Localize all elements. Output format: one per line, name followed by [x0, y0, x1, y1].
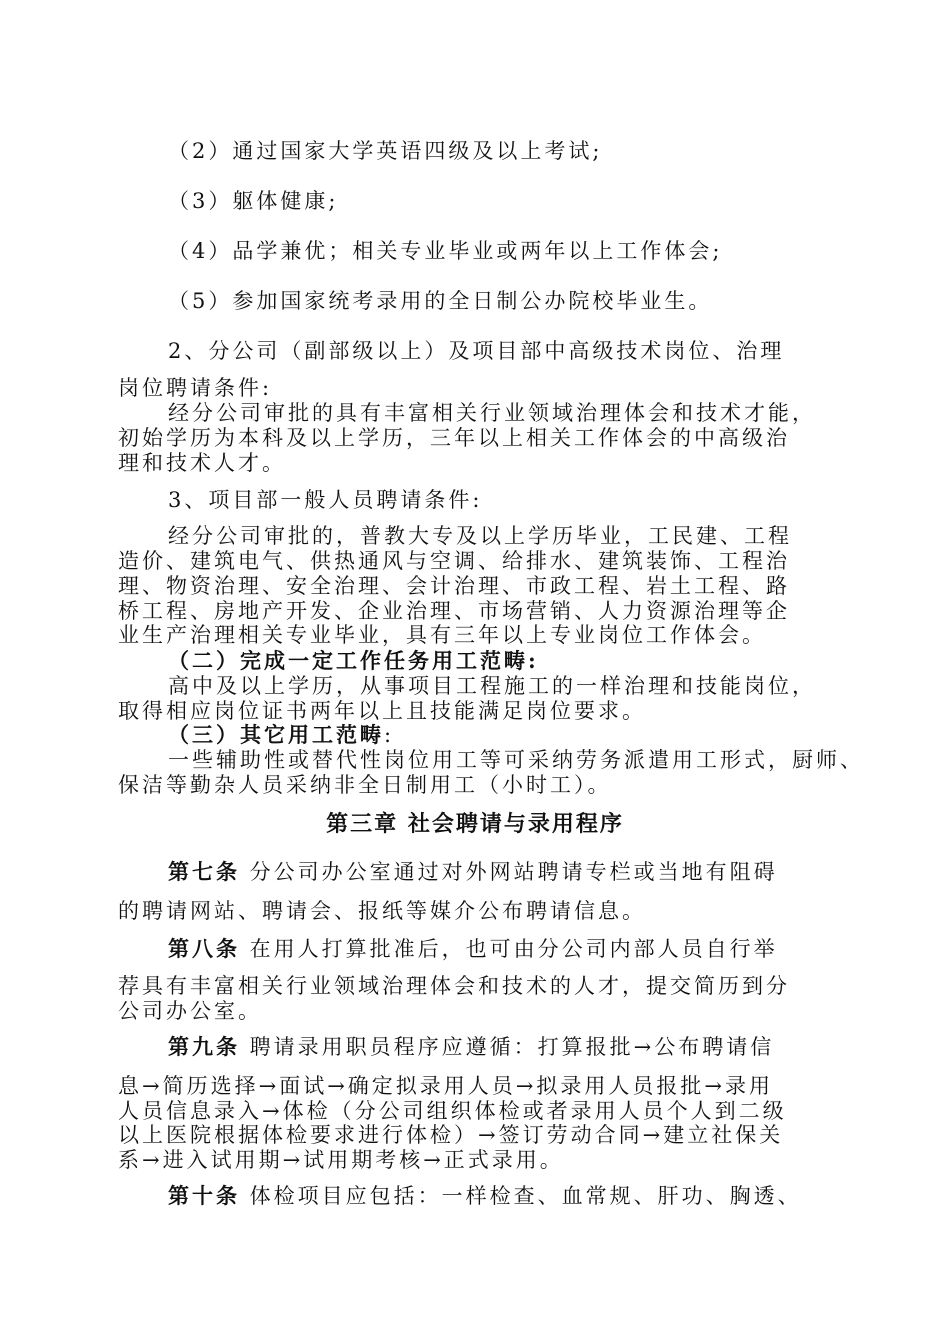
section-3-heading — [168, 722, 888, 748]
article-8-line2: 荐具有丰富相关行业领域治理体会和技术的人才，提交简历到分 — [118, 974, 790, 998]
cond2-body-line: 初始学历为本科及以上学历，三年以上相关工作体会的中高级治 — [118, 426, 790, 450]
article-7-label: 第七条 — [168, 859, 240, 884]
condition-item-5: （5）参加国家统考录用的全日制公办院校毕业生。 — [168, 289, 713, 313]
section-3-colon: : — [384, 723, 395, 747]
article-9-line: 人员信息录入→体检（分公司组织体检或者录用人员个人到二级 — [118, 1099, 787, 1123]
article-7-line1 — [168, 859, 888, 885]
section-2-heading: （二）完成一定工作任务用工范畴: — [168, 648, 539, 673]
chapter-title: 第三章 社会聘请与录用程序 — [326, 811, 624, 837]
cond3-heading: 3、项目部一般人员聘请条件: — [168, 488, 483, 512]
article-9-line1 — [168, 1034, 888, 1060]
condition-item-2: （2）通过国家大学英语四级及以上考试; — [168, 139, 603, 163]
article-10-text: 体检项目应包括：一样检查、血常规、肝功、胸透、 — [240, 1184, 802, 1208]
article-9-line: 系→进入试用期→试用期考核→正式录用。 — [118, 1148, 564, 1172]
cond2-heading-line2: 岗位聘请条件: — [118, 376, 273, 400]
section-3-title: （三）其它用工范畴 — [168, 722, 384, 747]
article-8-text: 在用人打算批准后，也可由分公司内部人员自行举 — [240, 937, 778, 961]
condition-item-4: （4）品学兼优；相关专业毕业或两年以上工作体会; — [168, 239, 723, 263]
article-9-label: 第九条 — [168, 1034, 240, 1059]
cond2-body-line: 理和技术人才。 — [118, 451, 286, 475]
article-9-line: 以上医院根据体检要求进行体检）→签订劳动合同→建立社保关 — [118, 1123, 784, 1147]
cond3-body-line: 桥工程、房地产开发、企业治理、市场营销、人力资源治理等企 — [118, 599, 790, 623]
section-2-body-line: 高中及以上学历，从事项目工程施工的一样治理和技能岗位， — [168, 674, 816, 698]
article-9-text: 聘请录用职员程序应遵循：打算报批→公布聘请信 — [240, 1035, 775, 1059]
condition-item-3: （3）躯体健康; — [168, 189, 339, 213]
article-10-label: 第十条 — [168, 1183, 240, 1208]
section-3-body-line: 一些辅助性或替代性岗位用工等可采纳劳务派遣用工形式，厨师、 — [168, 748, 864, 772]
cond3-body-line: 业生产治理相关专业毕业，具有三年以上专业岗位工作体会。 — [118, 623, 766, 647]
cond3-body-line: 经分公司审批的，普教大专及以上学历毕业，工民建、工程 — [168, 524, 792, 548]
cond2-body-line: 经分公司审批的具有丰富相关行业领域治理体会和技术才能， — [168, 401, 816, 425]
cond2-heading-line1: 2、分公司（副部级以上）及项目部中高级技术岗位、治理 — [168, 339, 785, 363]
article-10-line1 — [168, 1183, 888, 1209]
article-8-line3: 公司办公室。 — [118, 999, 262, 1023]
article-9-line: 息→简历选择→面试→确定拟录用人员→拟录用人员报批→录用 — [118, 1074, 773, 1098]
cond3-body-line: 理、物资治理、安全治理、会计治理、市政工程、岩土工程、路 — [118, 574, 790, 598]
article-8-label: 第八条 — [168, 936, 240, 961]
cond3-body-line: 造价、建筑电气、供热通风与空调、给排水、建筑装饰、工程治 — [118, 549, 790, 573]
article-8-line1 — [168, 936, 888, 962]
article-7-line2: 的聘请网站、聘请会、报纸等媒介公布聘请信息。 — [118, 899, 646, 923]
section-3-body-line: 保洁等勤杂人员采纳非全日制用工（小时工）。 — [118, 773, 612, 797]
section-2-body-line: 取得相应岗位证书两年以上且技能满足岗位要求。 — [118, 699, 646, 723]
article-7-text: 分公司办公室通过对外网站聘请专栏或当地有阻碍 — [240, 860, 778, 884]
